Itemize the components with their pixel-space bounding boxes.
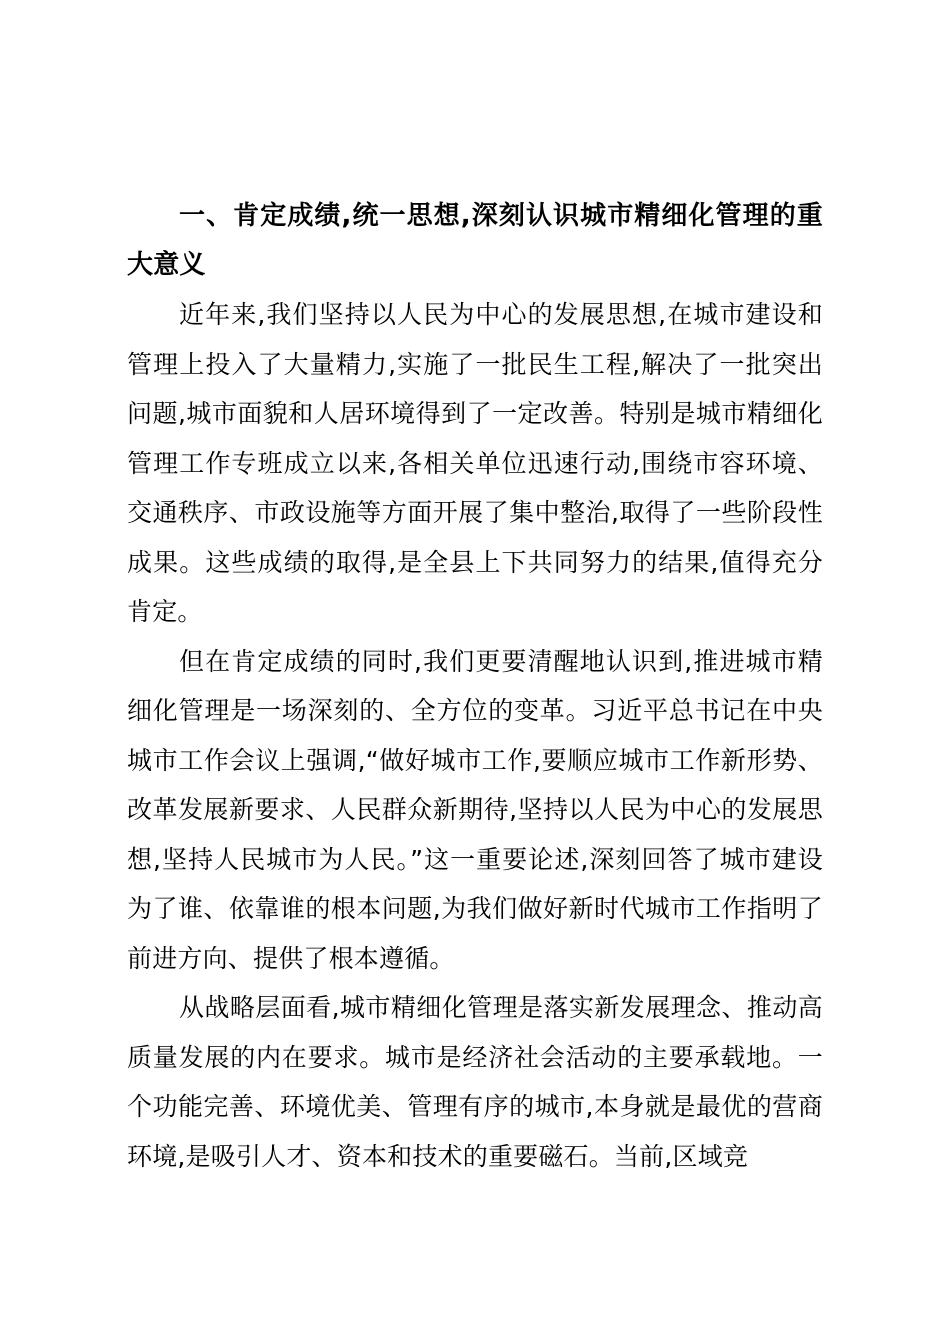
paragraph-awareness: 但在肯定成绩的同时,我们更要清醒地认识到,推进城市精细化管理是一场深刻的、全方位的变革。习近平总书记在中央城市工作会议上强调,“做好城市工作,要顺应城市工作新形势、改革发展新要求、人民群众新期待,坚持以人民为中心的发展思想,坚持人民城市为人民。”这一重要论述,深刻回答了城市建设为了谁、依靠谁的根本问题,为我们做好新时代城市工作指明了前进方向、提供了根本遵循。 xyxy=(127,646,823,973)
section-heading: 一、肯定成绩,统一思想,深刻认识城市精细化管理的重大意义 xyxy=(127,201,823,280)
paragraph-strategy: 从战略层面看,城市精细化管理是落实新发展理念、推动高质量发展的内在要求。城市是经济社会活动的主要承载地。一个功能完善、环境优美、管理有序的城市,本身就是最优的营商环境,是吸引人才、资本和技术的重要磁石。当前,区域竞 xyxy=(127,993,823,1171)
document-page xyxy=(127,192,823,1181)
paragraph-achievements: 近年来,我们坚持以人民为中心的发展思想,在城市建设和管理上投入了大量精力,实施了一批民生工程,解决了一批突出问题,城市面貌和人居环境得到了一定改善。特别是城市精细化管理工作专班成立以来,各相关单位迅速行动,围绕市容环境、交通秩序、市政设施等方面开展了集中整治,取得了一些阶段性成果。这些成绩的取得,是全县上下共同努力的结果,值得充分肯定。 xyxy=(127,300,823,626)
